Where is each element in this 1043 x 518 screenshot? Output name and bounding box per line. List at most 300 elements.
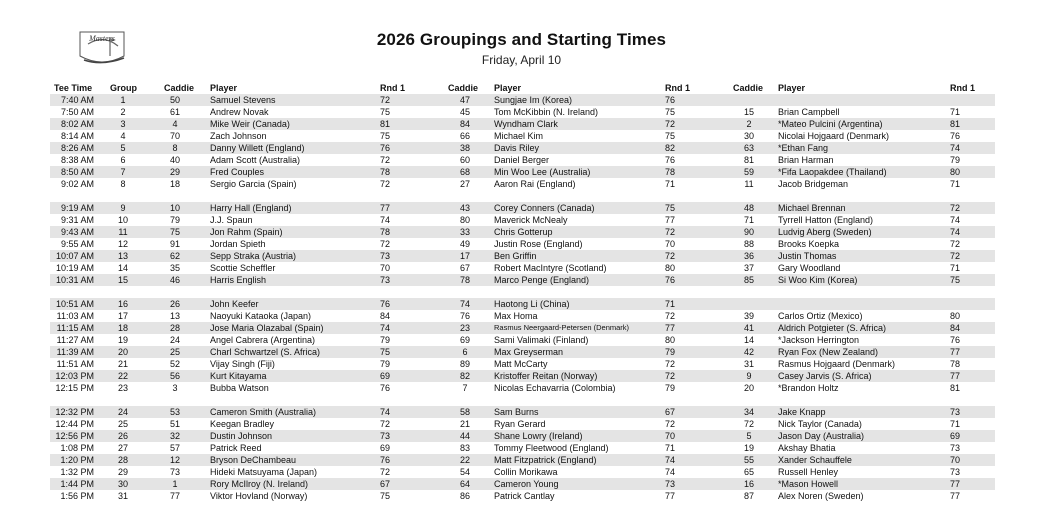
player-name: Brian Campbell bbox=[778, 107, 840, 117]
round-1-score: 79 bbox=[950, 155, 961, 165]
round-1-score: 74 bbox=[665, 455, 676, 465]
player-name: Davis Riley bbox=[494, 143, 540, 153]
round-1-score: 73 bbox=[950, 467, 961, 477]
round-1-score: 71 bbox=[950, 179, 961, 189]
row-spacer bbox=[50, 190, 995, 202]
tee-time: 8:14 AM bbox=[60, 131, 94, 141]
group-number: 1 bbox=[120, 95, 126, 105]
caddie-number: 46 bbox=[169, 275, 180, 285]
player-name: Naoyuki Kataoka (Japan) bbox=[210, 311, 312, 321]
player-name: Tommy Fleetwood (England) bbox=[494, 443, 609, 453]
table-row bbox=[50, 310, 995, 322]
caddie-number: 4 bbox=[172, 119, 178, 129]
player-name: Tom McKibbin (N. Ireland) bbox=[494, 107, 599, 117]
caddie-number: 2 bbox=[746, 119, 752, 129]
table-row bbox=[50, 430, 995, 442]
caddie-number: 13 bbox=[169, 311, 180, 321]
group-number: 26 bbox=[117, 431, 128, 441]
player-name: Corey Conners (Canada) bbox=[494, 203, 595, 213]
table-row bbox=[50, 490, 995, 502]
caddie-number: 37 bbox=[743, 263, 754, 273]
round-1-score: 72 bbox=[665, 371, 676, 381]
player-name: Brian Harman bbox=[778, 155, 834, 165]
header-caddie-2: Caddie bbox=[448, 83, 479, 93]
round-1-score: 70 bbox=[950, 455, 961, 465]
caddie-number: 55 bbox=[743, 455, 754, 465]
round-1-score: 76 bbox=[665, 155, 676, 165]
round-1-score: 72 bbox=[665, 119, 676, 129]
caddie-number: 15 bbox=[743, 107, 754, 117]
round-1-score: 72 bbox=[950, 251, 961, 261]
round-1-score: 75 bbox=[665, 131, 676, 141]
header-tee-time: Tee Time bbox=[54, 83, 93, 93]
caddie-number: 9 bbox=[746, 371, 752, 381]
player-name: Alex Noren (Sweden) bbox=[778, 491, 864, 501]
caddie-number: 83 bbox=[459, 443, 470, 453]
round-1-score: 76 bbox=[950, 131, 961, 141]
player-name: Justin Thomas bbox=[778, 251, 837, 261]
group-number: 14 bbox=[117, 263, 128, 273]
player-name: Rasmus Hojgaard (Denmark) bbox=[778, 359, 896, 369]
tee-time: 9:31 AM bbox=[60, 215, 94, 225]
round-1-score: 77 bbox=[950, 479, 961, 489]
caddie-number: 73 bbox=[169, 467, 180, 477]
player-name: Nick Taylor (Canada) bbox=[778, 419, 862, 429]
player-name: Zach Johnson bbox=[210, 131, 267, 141]
group-number: 28 bbox=[117, 455, 128, 465]
tee-time: 12:44 PM bbox=[55, 419, 94, 429]
table-row bbox=[50, 94, 995, 106]
table-row bbox=[50, 346, 995, 358]
row-spacer bbox=[50, 394, 995, 406]
page-subtitle: Friday, April 10 bbox=[481, 53, 562, 67]
round-1-score: 74 bbox=[950, 227, 961, 237]
caddie-number: 5 bbox=[746, 431, 752, 441]
player-name: Kurt Kitayama bbox=[210, 371, 267, 381]
round-1-score: 80 bbox=[665, 263, 676, 273]
player-name: Keegan Bradley bbox=[210, 419, 275, 429]
round-1-score: 75 bbox=[380, 107, 391, 117]
round-1-score: 75 bbox=[380, 491, 391, 501]
caddie-number: 86 bbox=[459, 491, 470, 501]
logo-text: Masters bbox=[89, 34, 115, 43]
table-row bbox=[50, 154, 995, 166]
round-1-score: 77 bbox=[950, 371, 961, 381]
caddie-number: 10 bbox=[169, 203, 180, 213]
tee-time: 10:19 AM bbox=[55, 263, 94, 273]
table-row bbox=[50, 214, 995, 226]
round-1-score: 72 bbox=[665, 311, 676, 321]
group-number: 8 bbox=[120, 179, 126, 189]
table-row bbox=[50, 274, 995, 286]
header-player-2: Player bbox=[494, 83, 522, 93]
caddie-number: 84 bbox=[459, 119, 470, 129]
group-number: 6 bbox=[120, 155, 126, 165]
round-1-score: 70 bbox=[665, 239, 676, 249]
caddie-number: 50 bbox=[169, 95, 180, 105]
player-name: Dustin Johnson bbox=[210, 431, 273, 441]
tee-time: 1:56 PM bbox=[60, 491, 94, 501]
caddie-number: 33 bbox=[459, 227, 470, 237]
round-1-score: 75 bbox=[380, 347, 391, 357]
caddie-number: 65 bbox=[743, 467, 754, 477]
round-1-score: 80 bbox=[950, 311, 961, 321]
player-name: Jake Knapp bbox=[778, 407, 826, 417]
caddie-number: 41 bbox=[743, 323, 754, 333]
player-name: Robert MacIntyre (Scotland) bbox=[494, 263, 607, 273]
player-name: Jose Maria Olazabal (Spain) bbox=[210, 323, 324, 333]
table-row bbox=[50, 238, 995, 250]
round-1-score: 69 bbox=[380, 371, 391, 381]
round-1-score: 73 bbox=[950, 407, 961, 417]
player-name: Tyrrell Hatton (England) bbox=[778, 215, 874, 225]
player-name: Cameron Smith (Australia) bbox=[210, 407, 317, 417]
caddie-number: 28 bbox=[169, 323, 180, 333]
caddie-number: 51 bbox=[169, 419, 180, 429]
player-name: Casey Jarvis (S. Africa) bbox=[778, 371, 872, 381]
player-name: Angel Cabrera (Argentina) bbox=[210, 335, 316, 345]
caddie-number: 21 bbox=[459, 419, 470, 429]
round-1-score: 67 bbox=[665, 407, 676, 417]
player-name: Sergio Garcia (Spain) bbox=[210, 179, 297, 189]
caddie-number: 6 bbox=[462, 347, 468, 357]
round-1-score: 80 bbox=[950, 167, 961, 177]
round-1-score: 73 bbox=[380, 251, 391, 261]
player-name: Haotong Li (China) bbox=[494, 299, 570, 309]
caddie-number: 60 bbox=[459, 155, 470, 165]
round-1-score: 74 bbox=[665, 467, 676, 477]
caddie-number: 18 bbox=[169, 179, 180, 189]
header-player-3: Player bbox=[778, 83, 806, 93]
caddie-number: 11 bbox=[744, 179, 754, 189]
header-player-1: Player bbox=[210, 83, 238, 93]
table-row bbox=[50, 466, 995, 478]
caddie-number: 61 bbox=[169, 107, 180, 117]
player-name: Bubba Watson bbox=[210, 383, 269, 393]
player-name: Sepp Straka (Austria) bbox=[210, 251, 297, 261]
round-1-score: 77 bbox=[665, 323, 676, 333]
caddie-number: 80 bbox=[459, 215, 470, 225]
tee-time: 8:26 AM bbox=[60, 143, 94, 153]
table-row bbox=[50, 454, 995, 466]
player-name: Sam Burns bbox=[494, 407, 539, 417]
table-row bbox=[50, 370, 995, 382]
tee-time: 1:08 PM bbox=[60, 443, 94, 453]
round-1-score: 74 bbox=[950, 215, 961, 225]
caddie-number: 8 bbox=[172, 143, 178, 153]
player-name: Jon Rahm (Spain) bbox=[210, 227, 283, 237]
caddie-number: 39 bbox=[743, 311, 754, 321]
player-name: Aldrich Potgieter (S. Africa) bbox=[778, 323, 887, 333]
round-1-score: 75 bbox=[665, 203, 676, 213]
round-1-score: 72 bbox=[380, 239, 391, 249]
player-name: Samuel Stevens bbox=[210, 95, 276, 105]
caddie-number: 40 bbox=[169, 155, 180, 165]
player-name: Min Woo Lee (Australia) bbox=[494, 167, 591, 177]
caddie-number: 12 bbox=[169, 455, 180, 465]
table-row bbox=[50, 418, 995, 430]
round-1-score: 76 bbox=[380, 143, 391, 153]
group-number: 24 bbox=[117, 407, 128, 417]
round-1-score: 72 bbox=[950, 203, 961, 213]
table-row bbox=[50, 250, 995, 262]
player-name: Max Homa bbox=[494, 311, 538, 321]
caddie-number: 35 bbox=[169, 263, 180, 273]
round-1-score: 79 bbox=[380, 335, 391, 345]
round-1-score: 73 bbox=[665, 479, 676, 489]
caddie-number: 67 bbox=[459, 263, 470, 273]
round-1-score: 81 bbox=[950, 383, 961, 393]
round-1-score: 77 bbox=[665, 215, 676, 225]
round-1-score: 76 bbox=[950, 335, 961, 345]
player-name: Rasmus Neergaard-Petersen (Denmark) bbox=[494, 323, 630, 332]
player-name: Nicolai Hojgaard (Denmark) bbox=[778, 131, 890, 141]
table-row bbox=[50, 118, 995, 130]
player-name: Gary Woodland bbox=[778, 263, 841, 273]
round-1-score: 71 bbox=[665, 443, 676, 453]
table-row bbox=[50, 106, 995, 118]
round-1-score: 78 bbox=[380, 167, 391, 177]
table-row bbox=[50, 226, 995, 238]
caddie-number: 29 bbox=[169, 167, 180, 177]
caddie-number: 3 bbox=[172, 383, 178, 393]
round-1-score: 71 bbox=[665, 179, 676, 189]
round-1-score: 84 bbox=[950, 323, 961, 333]
player-name: Carlos Ortiz (Mexico) bbox=[778, 311, 863, 321]
round-1-score: 75 bbox=[380, 131, 391, 141]
player-name: Scottie Scheffler bbox=[210, 263, 276, 273]
round-1-score: 81 bbox=[380, 119, 391, 129]
player-name: Jason Day (Australia) bbox=[778, 431, 865, 441]
group-number: 27 bbox=[117, 443, 128, 453]
tee-time: 9:02 AM bbox=[60, 179, 94, 189]
player-name: Xander Schauffele bbox=[778, 455, 852, 465]
caddie-number: 25 bbox=[169, 347, 180, 357]
round-1-score: 72 bbox=[380, 155, 391, 165]
tee-time: 12:56 PM bbox=[55, 431, 94, 441]
player-name: Ludvig Aberg (Sweden) bbox=[778, 227, 872, 237]
caddie-number: 52 bbox=[169, 359, 180, 369]
group-number: 3 bbox=[120, 119, 126, 129]
caddie-number: 26 bbox=[169, 299, 180, 309]
player-name: Jordan Spieth bbox=[210, 239, 266, 249]
player-name: Cameron Young bbox=[494, 479, 559, 489]
player-name: Kristoffer Reitan (Norway) bbox=[494, 371, 598, 381]
player-name: Justin Rose (England) bbox=[494, 239, 583, 249]
group-number: 7 bbox=[120, 167, 126, 177]
player-name: Collin Morikawa bbox=[494, 467, 558, 477]
tee-time: 1:20 PM bbox=[60, 455, 94, 465]
player-name: *Mason Howell bbox=[778, 479, 839, 489]
caddie-number: 31 bbox=[743, 359, 754, 369]
table-row bbox=[50, 178, 995, 190]
tee-time: 8:38 AM bbox=[60, 155, 94, 165]
caddie-number: 54 bbox=[459, 467, 470, 477]
tee-time: 7:40 AM bbox=[60, 95, 94, 105]
round-1-score: 67 bbox=[380, 479, 391, 489]
tee-time: 12:15 PM bbox=[55, 383, 94, 393]
caddie-number: 24 bbox=[169, 335, 180, 345]
caddie-number: 16 bbox=[743, 479, 754, 489]
round-1-score: 71 bbox=[950, 263, 961, 273]
caddie-number: 90 bbox=[743, 227, 754, 237]
caddie-number: 7 bbox=[462, 383, 468, 393]
tee-time: 12:03 PM bbox=[55, 371, 94, 381]
caddie-number: 22 bbox=[459, 455, 470, 465]
round-1-score: 72 bbox=[380, 179, 391, 189]
player-name: Rory McIlroy (N. Ireland) bbox=[210, 479, 309, 489]
caddie-number: 32 bbox=[169, 431, 180, 441]
player-name: Sungjae Im (Korea) bbox=[494, 95, 573, 105]
round-1-score: 76 bbox=[380, 455, 391, 465]
player-name: Ben Griffin bbox=[494, 251, 537, 261]
caddie-number: 82 bbox=[459, 371, 470, 381]
caddie-number: 53 bbox=[169, 407, 180, 417]
caddie-number: 81 bbox=[743, 155, 754, 165]
caddie-number: 27 bbox=[459, 179, 470, 189]
player-name: Sami Valimaki (Finland) bbox=[494, 335, 589, 345]
header-caddie-3: Caddie bbox=[733, 83, 764, 93]
round-1-score: 74 bbox=[380, 323, 391, 333]
group-number: 18 bbox=[117, 323, 128, 333]
group-number: 12 bbox=[117, 239, 128, 249]
caddie-number: 43 bbox=[459, 203, 470, 213]
round-1-score: 77 bbox=[665, 491, 676, 501]
player-name: Harris English bbox=[210, 275, 267, 285]
table-row bbox=[50, 478, 995, 490]
table-row bbox=[50, 322, 995, 334]
player-name: *Ethan Fang bbox=[778, 143, 829, 153]
tee-time: 10:51 AM bbox=[55, 299, 94, 309]
round-1-score: 70 bbox=[665, 431, 676, 441]
player-name: Aaron Rai (England) bbox=[494, 179, 576, 189]
round-1-score: 71 bbox=[950, 107, 961, 117]
player-name: *Brandon Holtz bbox=[778, 383, 839, 393]
caddie-number: 14 bbox=[743, 335, 754, 345]
player-name: Mike Weir (Canada) bbox=[210, 119, 290, 129]
tee-time: 8:02 AM bbox=[60, 119, 94, 129]
group-number: 21 bbox=[117, 359, 128, 369]
round-1-score: 78 bbox=[380, 227, 391, 237]
table-row bbox=[50, 358, 995, 370]
round-1-score: 81 bbox=[950, 119, 961, 129]
group-number: 11 bbox=[118, 227, 128, 237]
player-name: Wyndham Clark bbox=[494, 119, 558, 129]
round-1-score: 77 bbox=[380, 203, 391, 213]
caddie-number: 79 bbox=[169, 215, 180, 225]
table-row bbox=[50, 142, 995, 154]
player-name: Bryson DeChambeau bbox=[210, 455, 297, 465]
caddie-number: 78 bbox=[459, 275, 470, 285]
player-name: *Jackson Herrington bbox=[778, 335, 860, 345]
caddie-number: 48 bbox=[743, 203, 754, 213]
round-1-score: 77 bbox=[950, 347, 961, 357]
caddie-number: 62 bbox=[169, 251, 180, 261]
group-number: 30 bbox=[117, 479, 128, 489]
caddie-number: 72 bbox=[743, 419, 754, 429]
caddie-number: 57 bbox=[169, 443, 180, 453]
table-body bbox=[50, 94, 995, 502]
round-1-score: 79 bbox=[380, 359, 391, 369]
caddie-number: 74 bbox=[459, 299, 470, 309]
caddie-number: 17 bbox=[459, 251, 470, 261]
caddie-number: 63 bbox=[743, 143, 754, 153]
group-number: 10 bbox=[117, 215, 128, 225]
page-title: 2026 Groupings and Starting Times bbox=[376, 30, 667, 49]
player-name: Si Woo Kim (Korea) bbox=[778, 275, 858, 285]
caddie-number: 88 bbox=[743, 239, 754, 249]
tee-time: 8:50 AM bbox=[60, 167, 94, 177]
round-1-score: 69 bbox=[380, 443, 391, 453]
caddie-number: 68 bbox=[459, 167, 470, 177]
round-1-score: 71 bbox=[665, 299, 676, 309]
table-row bbox=[50, 442, 995, 454]
player-name: Russell Henley bbox=[778, 467, 839, 477]
round-1-score: 78 bbox=[665, 167, 676, 177]
round-1-score: 74 bbox=[950, 143, 961, 153]
round-1-score: 76 bbox=[665, 95, 676, 105]
caddie-number: 36 bbox=[743, 251, 754, 261]
caddie-number: 23 bbox=[459, 323, 470, 333]
round-1-score: 74 bbox=[380, 215, 391, 225]
row-spacer bbox=[50, 286, 995, 298]
round-1-score: 72 bbox=[380, 95, 391, 105]
caddie-number: 30 bbox=[743, 131, 754, 141]
group-number: 17 bbox=[117, 311, 128, 321]
header-group: Group bbox=[110, 83, 137, 93]
tee-time: 11:27 AM bbox=[56, 335, 94, 345]
tee-time: 7:50 AM bbox=[60, 107, 94, 117]
player-name: Andrew Novak bbox=[210, 107, 269, 117]
player-name: Max Greyserman bbox=[494, 347, 564, 357]
table-row bbox=[50, 382, 995, 394]
caddie-number: 70 bbox=[169, 131, 180, 141]
caddie-number: 38 bbox=[459, 143, 470, 153]
caddie-number: 47 bbox=[459, 95, 470, 105]
player-name: Viktor Hovland (Norway) bbox=[210, 491, 308, 501]
player-name: Fred Couples bbox=[210, 167, 265, 177]
round-1-score: 75 bbox=[665, 107, 676, 117]
tee-time: 9:55 AM bbox=[60, 239, 94, 249]
tee-time: 11:51 AM bbox=[56, 359, 94, 369]
player-name: Marco Penge (England) bbox=[494, 275, 590, 285]
caddie-number: 85 bbox=[743, 275, 754, 285]
player-name: Matt McCarty bbox=[494, 359, 548, 369]
tee-time: 1:32 PM bbox=[60, 467, 94, 477]
caddie-number: 66 bbox=[459, 131, 470, 141]
table-row bbox=[50, 334, 995, 346]
group-number: 23 bbox=[117, 383, 128, 393]
caddie-number: 20 bbox=[743, 383, 754, 393]
header-caddie-1: Caddie bbox=[164, 83, 195, 93]
caddie-number: 64 bbox=[459, 479, 470, 489]
caddie-number: 58 bbox=[459, 407, 470, 417]
player-name: *Mateo Pulcini (Argentina) bbox=[778, 119, 883, 129]
player-name: Patrick Reed bbox=[210, 443, 262, 453]
caddie-number: 76 bbox=[459, 311, 470, 321]
table-header bbox=[50, 82, 995, 94]
table-row bbox=[50, 406, 995, 418]
tee-time: 9:43 AM bbox=[60, 227, 94, 237]
player-name: Danny Willett (England) bbox=[210, 143, 305, 153]
player-name: John Keefer bbox=[210, 299, 259, 309]
caddie-number: 77 bbox=[169, 491, 180, 501]
round-1-score: 72 bbox=[665, 227, 676, 237]
header-rnd1-2: Rnd 1 bbox=[665, 83, 691, 93]
round-1-score: 69 bbox=[950, 431, 961, 441]
round-1-score: 73 bbox=[380, 431, 391, 441]
tee-time: 11:39 AM bbox=[56, 347, 94, 357]
